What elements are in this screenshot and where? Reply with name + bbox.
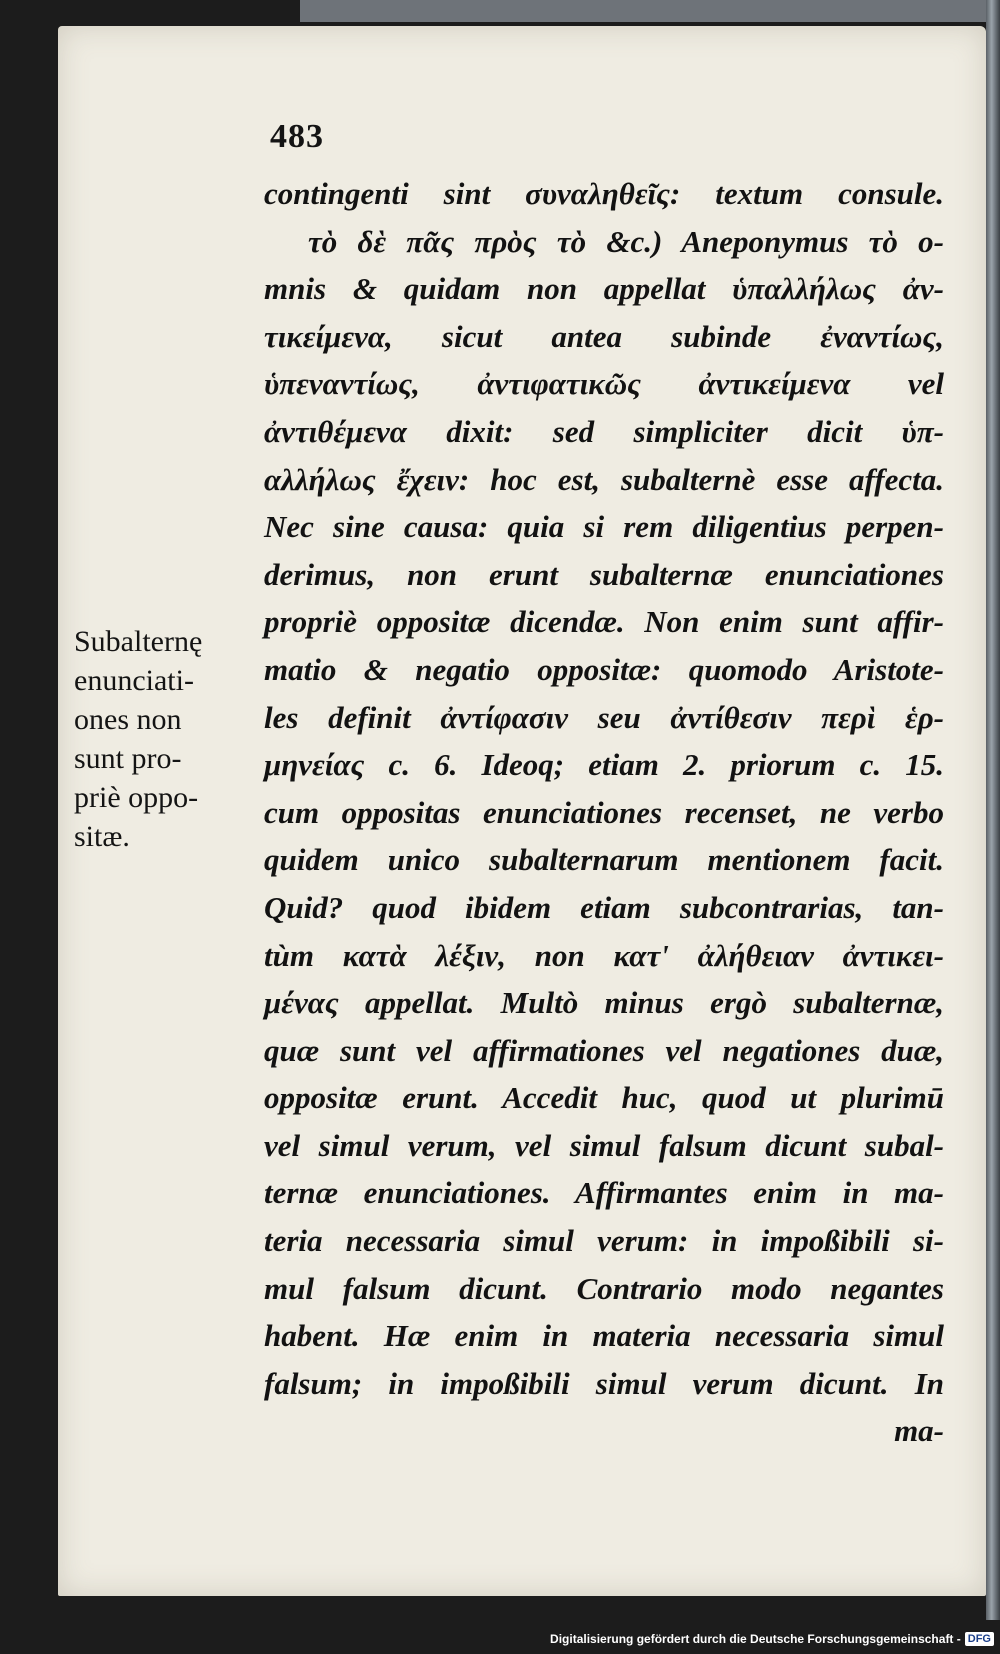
text-line: contingenti sint συναληθεῖς: textum consule. <box>264 176 944 211</box>
body-text <box>264 170 944 1455</box>
scan-top-strip <box>300 0 1000 22</box>
text-line: mnis & quidam non appellat ὑπαλλήλως ἀν- <box>264 271 944 307</box>
text-line: teria necessaria simul verum: in impoßibili si- <box>264 1223 944 1259</box>
page-number: 483 <box>270 118 324 155</box>
catchword: ma- <box>894 1413 944 1449</box>
marginal-line: sunt pro- <box>74 742 182 775</box>
marginal-line: sitæ. <box>74 820 130 853</box>
text-line: quidem unico subalternarum mentionem facit. <box>264 842 944 878</box>
text-line: cum oppositas enunciationes recenset, ne verbo <box>264 794 944 830</box>
text-line: tùm κατὰ λέξιν, non κατ' ἀλήθειαν ἀντικει- <box>264 937 944 973</box>
scan-right-edge <box>986 0 1000 1620</box>
text-line: τὸ δὲ πᾶς πρὸς τὸ &c.) Aneponymus τὸ o- <box>308 223 944 259</box>
text-line: Quid? quod ibidem etiam subcontrarias, tan- <box>264 889 944 925</box>
text-line: mul falsum dicunt. Contrario modo negantes <box>264 1270 944 1306</box>
text-line: Nec sine causa: quia si rem diligentius perpen- <box>264 509 944 545</box>
marginal-note <box>74 622 264 856</box>
text-line: propriè oppositæ dicendæ. Non enim sunt affir- <box>264 604 944 640</box>
footer-credit: Digitalisierung gefördert durch die Deutsche Forschungsgemeinschaft - <box>550 1632 961 1646</box>
text-line: ὑπεναντίως, ἀντιφατικῶς ἀντικείμενα vel <box>264 366 944 402</box>
text-line: vel simul verum, vel simul falsum dicunt subal- <box>264 1127 944 1163</box>
text-line: matio & negatio oppositæ: quomodo Aristote- <box>264 651 944 687</box>
marginal-line: enunciati- <box>74 664 194 697</box>
marginal-line: Subalternę <box>74 625 203 658</box>
text-line: oppositæ erunt. Accedit huc, quod ut plurimū <box>264 1080 944 1116</box>
digitization-footer <box>550 1626 994 1652</box>
text-line: quæ sunt vel affirmationes vel negationes duæ, <box>264 1032 944 1068</box>
text-line: μένας appellat. Multò minus ergò subalternæ, <box>264 985 944 1021</box>
text-line: les definit ἀντίφασιν seu ἀντίθεσιν περὶ ἑρ- <box>264 699 944 735</box>
marginal-line: priè oppo- <box>74 781 199 814</box>
dfg-logo-icon: DFG <box>965 1632 994 1646</box>
text-line: αλλήλως ἔχειν: hoc est, subalternè esse affecta. <box>264 461 944 497</box>
text-line: derimus, non erunt subalternæ enunciationes <box>264 556 944 592</box>
marginal-line: ones non <box>74 703 182 736</box>
text-line: μηνείας c. 6. Ideoq; etiam 2. priorum c. 15. <box>264 747 944 783</box>
text-line: ἀντιθέμενα dixit: sed simpliciter dicit ὑπ- <box>264 413 944 449</box>
text-line: falsum; in impoßibili simul verum dicunt. In <box>264 1365 944 1401</box>
text-line: τικείμενα, sicut antea subinde ἐναντίως, <box>264 318 944 354</box>
text-line: ternæ enunciationes. Affirmantes enim in ma- <box>264 1175 944 1211</box>
text-line: habent. Hæ enim in materia necessaria simul <box>264 1318 944 1354</box>
